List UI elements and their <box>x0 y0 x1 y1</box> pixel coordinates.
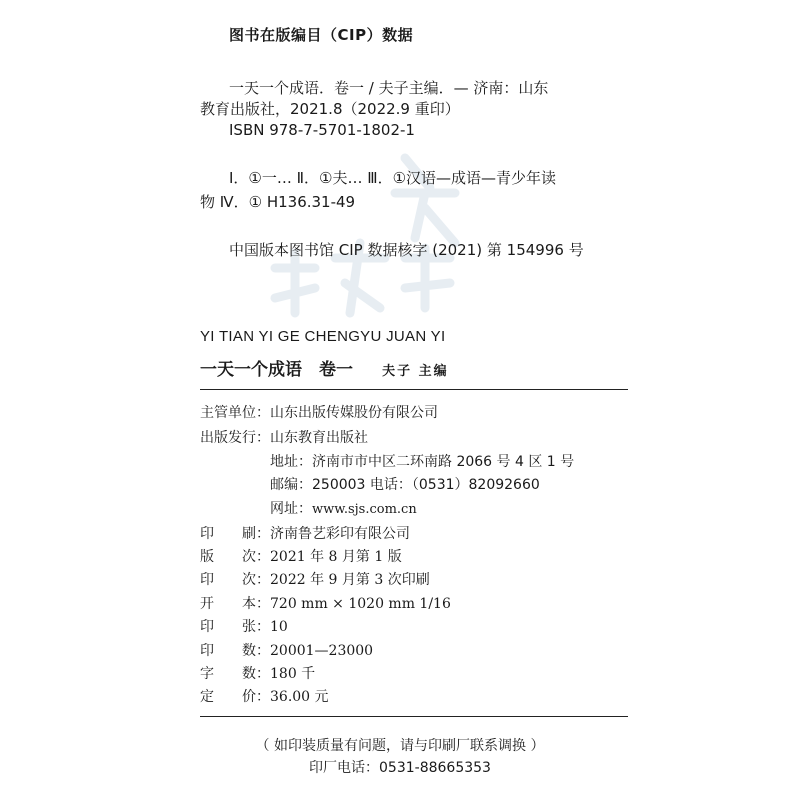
detail-value: 10 <box>270 619 288 635</box>
detail-row-word-count <box>200 663 315 683</box>
book-title-row <box>200 355 449 380</box>
detail-label: 印 次： <box>200 572 270 588</box>
detail-value: 2021 年 8 月第 1 版 <box>270 549 402 565</box>
top-divider <box>200 389 628 390</box>
detail-row-printer <box>200 523 410 543</box>
printer-phone: 印厂电话：0531-88665353 <box>309 760 491 776</box>
detail-value: 720 mm × 1020 mm 1/16 <box>270 596 451 612</box>
cip-line-classification: Ⅰ．①一… Ⅱ．①夫… Ⅲ．①汉语—成语—青少年读 <box>229 169 557 187</box>
publisher-row <box>200 427 368 447</box>
book-editor: 夫子 主编 <box>382 364 449 379</box>
detail-label: 开 本： <box>200 596 270 612</box>
cip-line-isbn: ISBN 978-7-5701-1802-1 <box>229 121 415 139</box>
detail-label: 版 次： <box>200 549 270 565</box>
detail-label: 印 刷： <box>200 526 270 542</box>
detail-row-sheets <box>200 616 288 636</box>
detail-row-printing <box>200 569 430 589</box>
detail-value: 2022 年 9 月第 3 次印刷 <box>270 572 430 588</box>
supervisor-row <box>200 402 438 422</box>
publisher-website-row <box>270 498 417 518</box>
publisher-label: 出版发行： <box>200 430 270 446</box>
supervisor-value: 山东出版传媒股份有限公司 <box>270 405 438 421</box>
detail-row-price <box>200 686 329 706</box>
supervisor-label: 主管单位： <box>200 405 270 421</box>
publisher-postcode-phone: 邮编：250003 电话：（0531）82092660 <box>270 477 540 493</box>
website-label: 网址： <box>270 501 312 517</box>
quality-notice: （ 如印装质量有问题，请与印刷厂联系调换 ） <box>255 738 545 754</box>
book-title: 一天一个成语 卷一 <box>200 360 353 380</box>
cip-heading: 图书在版编目（CIP）数据 <box>229 26 414 44</box>
publisher-value: 山东教育出版社 <box>270 430 368 446</box>
detail-row-print-run <box>200 640 373 660</box>
cip-line-classification-cont: 物 Ⅳ．① H136.31-49 <box>200 193 356 211</box>
bottom-divider <box>200 716 628 717</box>
detail-value: 180 千 <box>270 666 316 682</box>
book-title-pinyin: YI TIAN YI GE CHENGYU JUAN YI <box>200 328 446 345</box>
detail-row-edition <box>200 546 402 566</box>
detail-label: 字 数： <box>200 666 270 682</box>
detail-value: 20001—23000 <box>270 643 374 659</box>
detail-row-format <box>200 593 451 613</box>
cip-line-publisher: 教育出版社，2021.8（2022.9 重印） <box>200 100 460 118</box>
detail-value: 36.00 元 <box>270 689 329 705</box>
detail-value: 济南鲁艺彩印有限公司 <box>270 526 410 542</box>
cip-line-title: 一天一个成语．卷一 / 夫子主编．— 济南：山东 <box>229 79 549 97</box>
detail-label: 印 张： <box>200 619 270 635</box>
detail-label: 定 价： <box>200 689 270 705</box>
cip-line-registration: 中国版本图书馆 CIP 数据核字 (2021) 第 154996 号 <box>229 241 584 259</box>
website-link[interactable]: www.sjs.com.cn <box>312 502 417 517</box>
detail-label: 印 数： <box>200 643 270 659</box>
publisher-address: 地址：济南市市中区二环南路 2066 号 4 区 1 号 <box>270 454 575 470</box>
